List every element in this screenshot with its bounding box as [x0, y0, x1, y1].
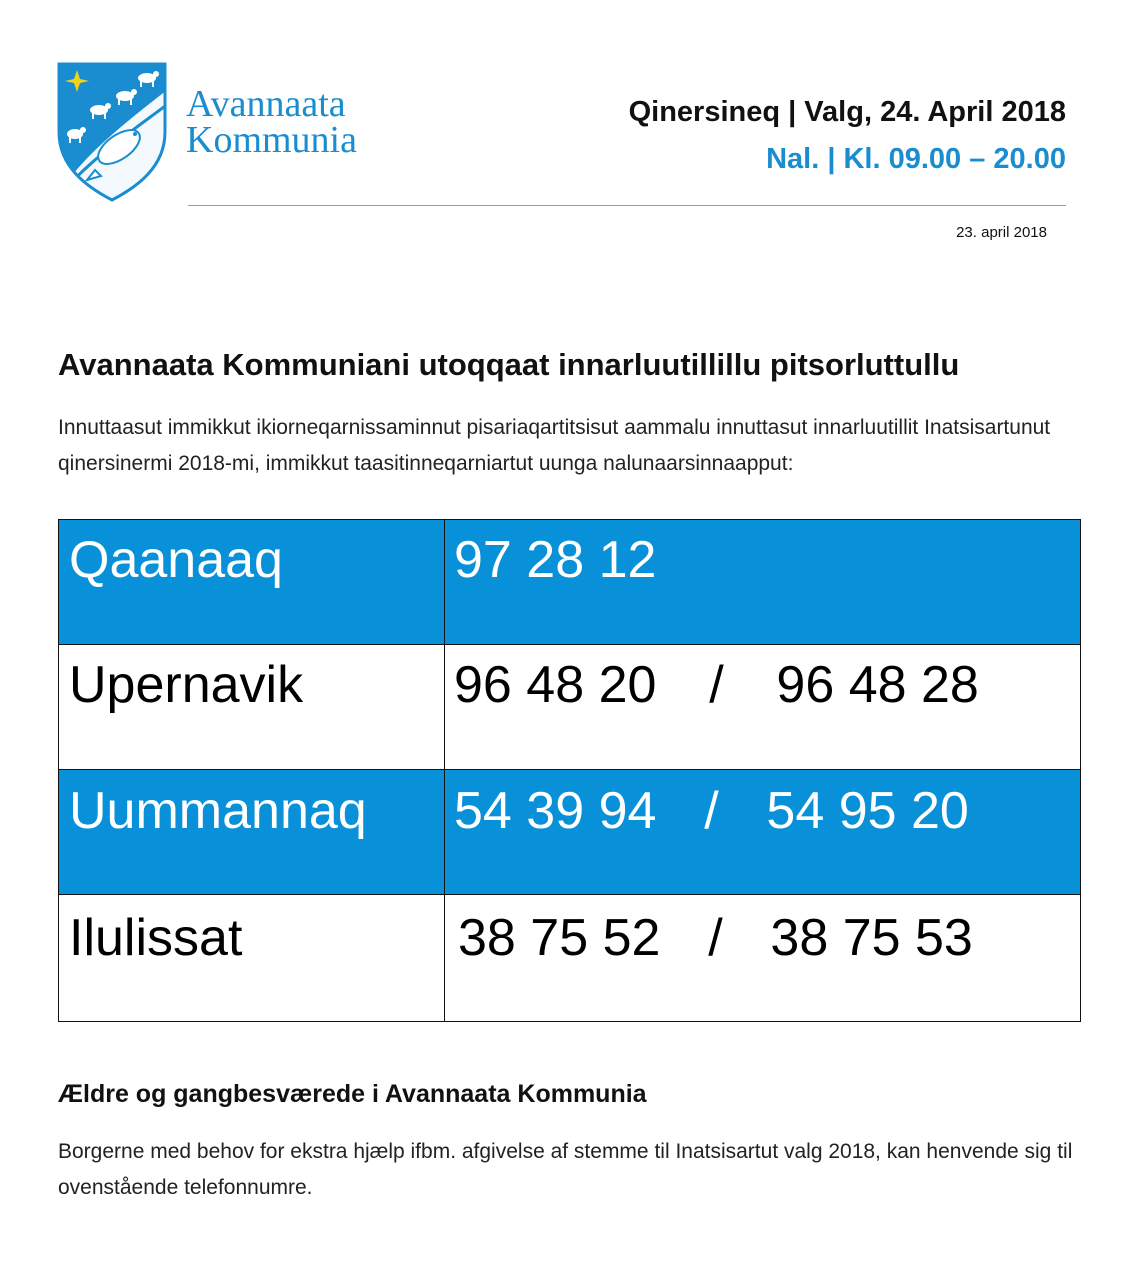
number-separator: /: [708, 909, 723, 967]
phone-number: 54 95 20: [766, 782, 969, 840]
phone-number: 97 28 12: [454, 531, 657, 589]
page-heading: Avannaata Kommuniani utoqqaat innarluutillillu pitsorluttullu: [58, 347, 960, 382]
brand-line-1: Avannaata: [186, 83, 346, 125]
election-hours: Nal. | Kl. 09.00 – 20.00: [766, 143, 1066, 175]
section-subheading: Ældre og gangbesværede i Avannaata Kommunia: [58, 1080, 647, 1108]
phone-numbers: [445, 645, 1081, 770]
phone-number: 96 48 20: [454, 656, 657, 714]
coat-of-arms-logo: [57, 62, 167, 202]
phone-numbers: [445, 770, 1081, 895]
phone-numbers: [445, 895, 1081, 1022]
table-row: [59, 645, 1081, 770]
town-name: Uummannaq: [59, 770, 445, 895]
town-name: Ilulissat: [59, 895, 445, 1022]
phone-number: 38 75 52: [458, 909, 661, 967]
phone-table: [58, 519, 1081, 1022]
phone-number: 54 39 94: [454, 782, 657, 840]
intro-paragraph: Innuttaasut immikkut ikiorneqarnissaminnut pisariaqartitsisut aammalu innuttasut innarluutillit Inatsisartunut qinersinermi 2018-mi, immikkut taasitinneqarniartut uunga nalunaarsinnaapput:: [58, 416, 1051, 475]
header-divider: [188, 205, 1066, 206]
town-name: Qaanaaq: [59, 520, 445, 645]
phone-numbers: [445, 520, 1081, 645]
election-title: Qinersineq | Valg, 24. April 2018: [628, 96, 1066, 128]
phone-number: 38 75 53: [770, 909, 973, 967]
table-row: [59, 895, 1081, 1022]
table-row: [59, 770, 1081, 895]
brand-wordmark: [186, 83, 357, 161]
number-separator: /: [704, 782, 719, 840]
brand-line-2: Kommunia: [186, 119, 357, 161]
town-name: Upernavik: [59, 645, 445, 770]
section-paragraph: Borgerne med behov for ekstra hjælp ifbm. afgivelse af stemme til Inatsisartut valg 2018, kan henvende sig til ovenstående telefonnumre.: [58, 1140, 1073, 1199]
document-date: 23. april 2018: [956, 224, 1047, 241]
table-row: [59, 520, 1081, 645]
phone-number: 96 48 28: [776, 656, 979, 714]
number-separator: /: [709, 656, 724, 714]
